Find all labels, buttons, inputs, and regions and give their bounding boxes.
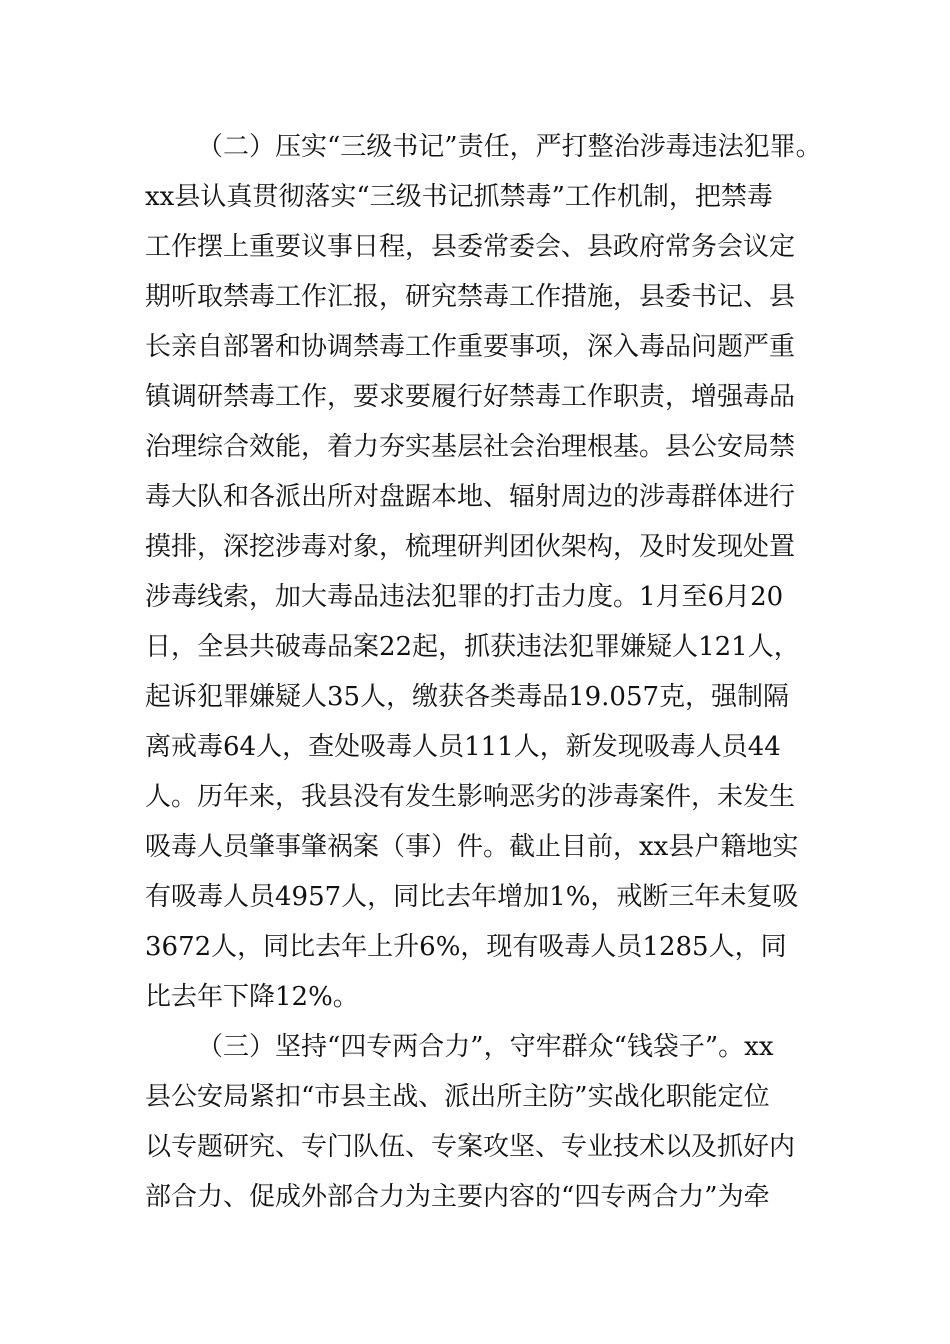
paragraph-2-heading-line: （二）压实“三级书记”责任，严打整治涉毒违法犯罪。	[197, 132, 822, 162]
text-line: 长亲自部署和协调禁毒工作重要事项，深入毒品问题严重	[145, 332, 796, 362]
document-body	[145, 122, 845, 1222]
text-line: 部合力、促成外部合力为主要内容的“四专两合力”为牵	[145, 1182, 770, 1212]
text-line: 起诉犯罪嫌疑人35人，缴获各类毒品19.057克，强制隔	[145, 682, 790, 712]
text-line: 工作摆上重要议事日程，县委常委会、县政府常务会议定	[145, 232, 796, 262]
paragraph-3-heading-line: （三）坚持“四专两合力”，守牢群众“钱袋子”。xx	[197, 1032, 774, 1062]
text-line: 涉毒线索，加大毒品违法犯罪的打击力度。1月至6月20	[145, 582, 784, 612]
text-line: 期听取禁毒工作汇报，研究禁毒工作措施，县委书记、县	[145, 282, 796, 312]
text-line: 摸排，深挖涉毒对象，梳理研判团伙架构，及时发现处置	[145, 532, 796, 562]
text-line: 日，全县共破毒品案22起，抓获违法犯罪嫌疑人121人，	[145, 632, 800, 662]
text-line: xx县认真贯彻落实“三级书记抓禁毒”工作机制，把禁毒	[145, 182, 773, 212]
text-line: 有吸毒人员4957人，同比去年增加1%，戒断三年未复吸	[145, 882, 799, 912]
text-line: 镇调研禁毒工作，要求要履行好禁毒工作职责，增强毒品	[145, 382, 796, 412]
text-line: 离戒毒64人，查处吸毒人员111人，新发现吸毒人员44	[145, 732, 781, 762]
text-line: 毒大队和各派出所对盘踞本地、辐射周边的涉毒群体进行	[145, 482, 796, 512]
text-line: 县公安局紧扣“市县主战、派出所主防”实战化职能定位	[145, 1082, 770, 1112]
text-line: 人。历年来，我县没有发生影响恶劣的涉毒案件，未发生	[145, 782, 796, 812]
text-line: 3672人，同比去年上升6%，现有吸毒人员1285人，同	[145, 932, 787, 962]
text-line: 以专题研究、专门队伍、专案攻坚、专业技术以及抓好内	[145, 1132, 796, 1162]
text-line: 吸毒人员肇事肇祸案（事）件。截止目前，xx县户籍地实	[145, 832, 799, 862]
text-line: 比去年下降12%。	[145, 982, 359, 1012]
text-line: 治理综合效能，着力夯实基层社会治理根基。县公安局禁	[145, 432, 796, 462]
